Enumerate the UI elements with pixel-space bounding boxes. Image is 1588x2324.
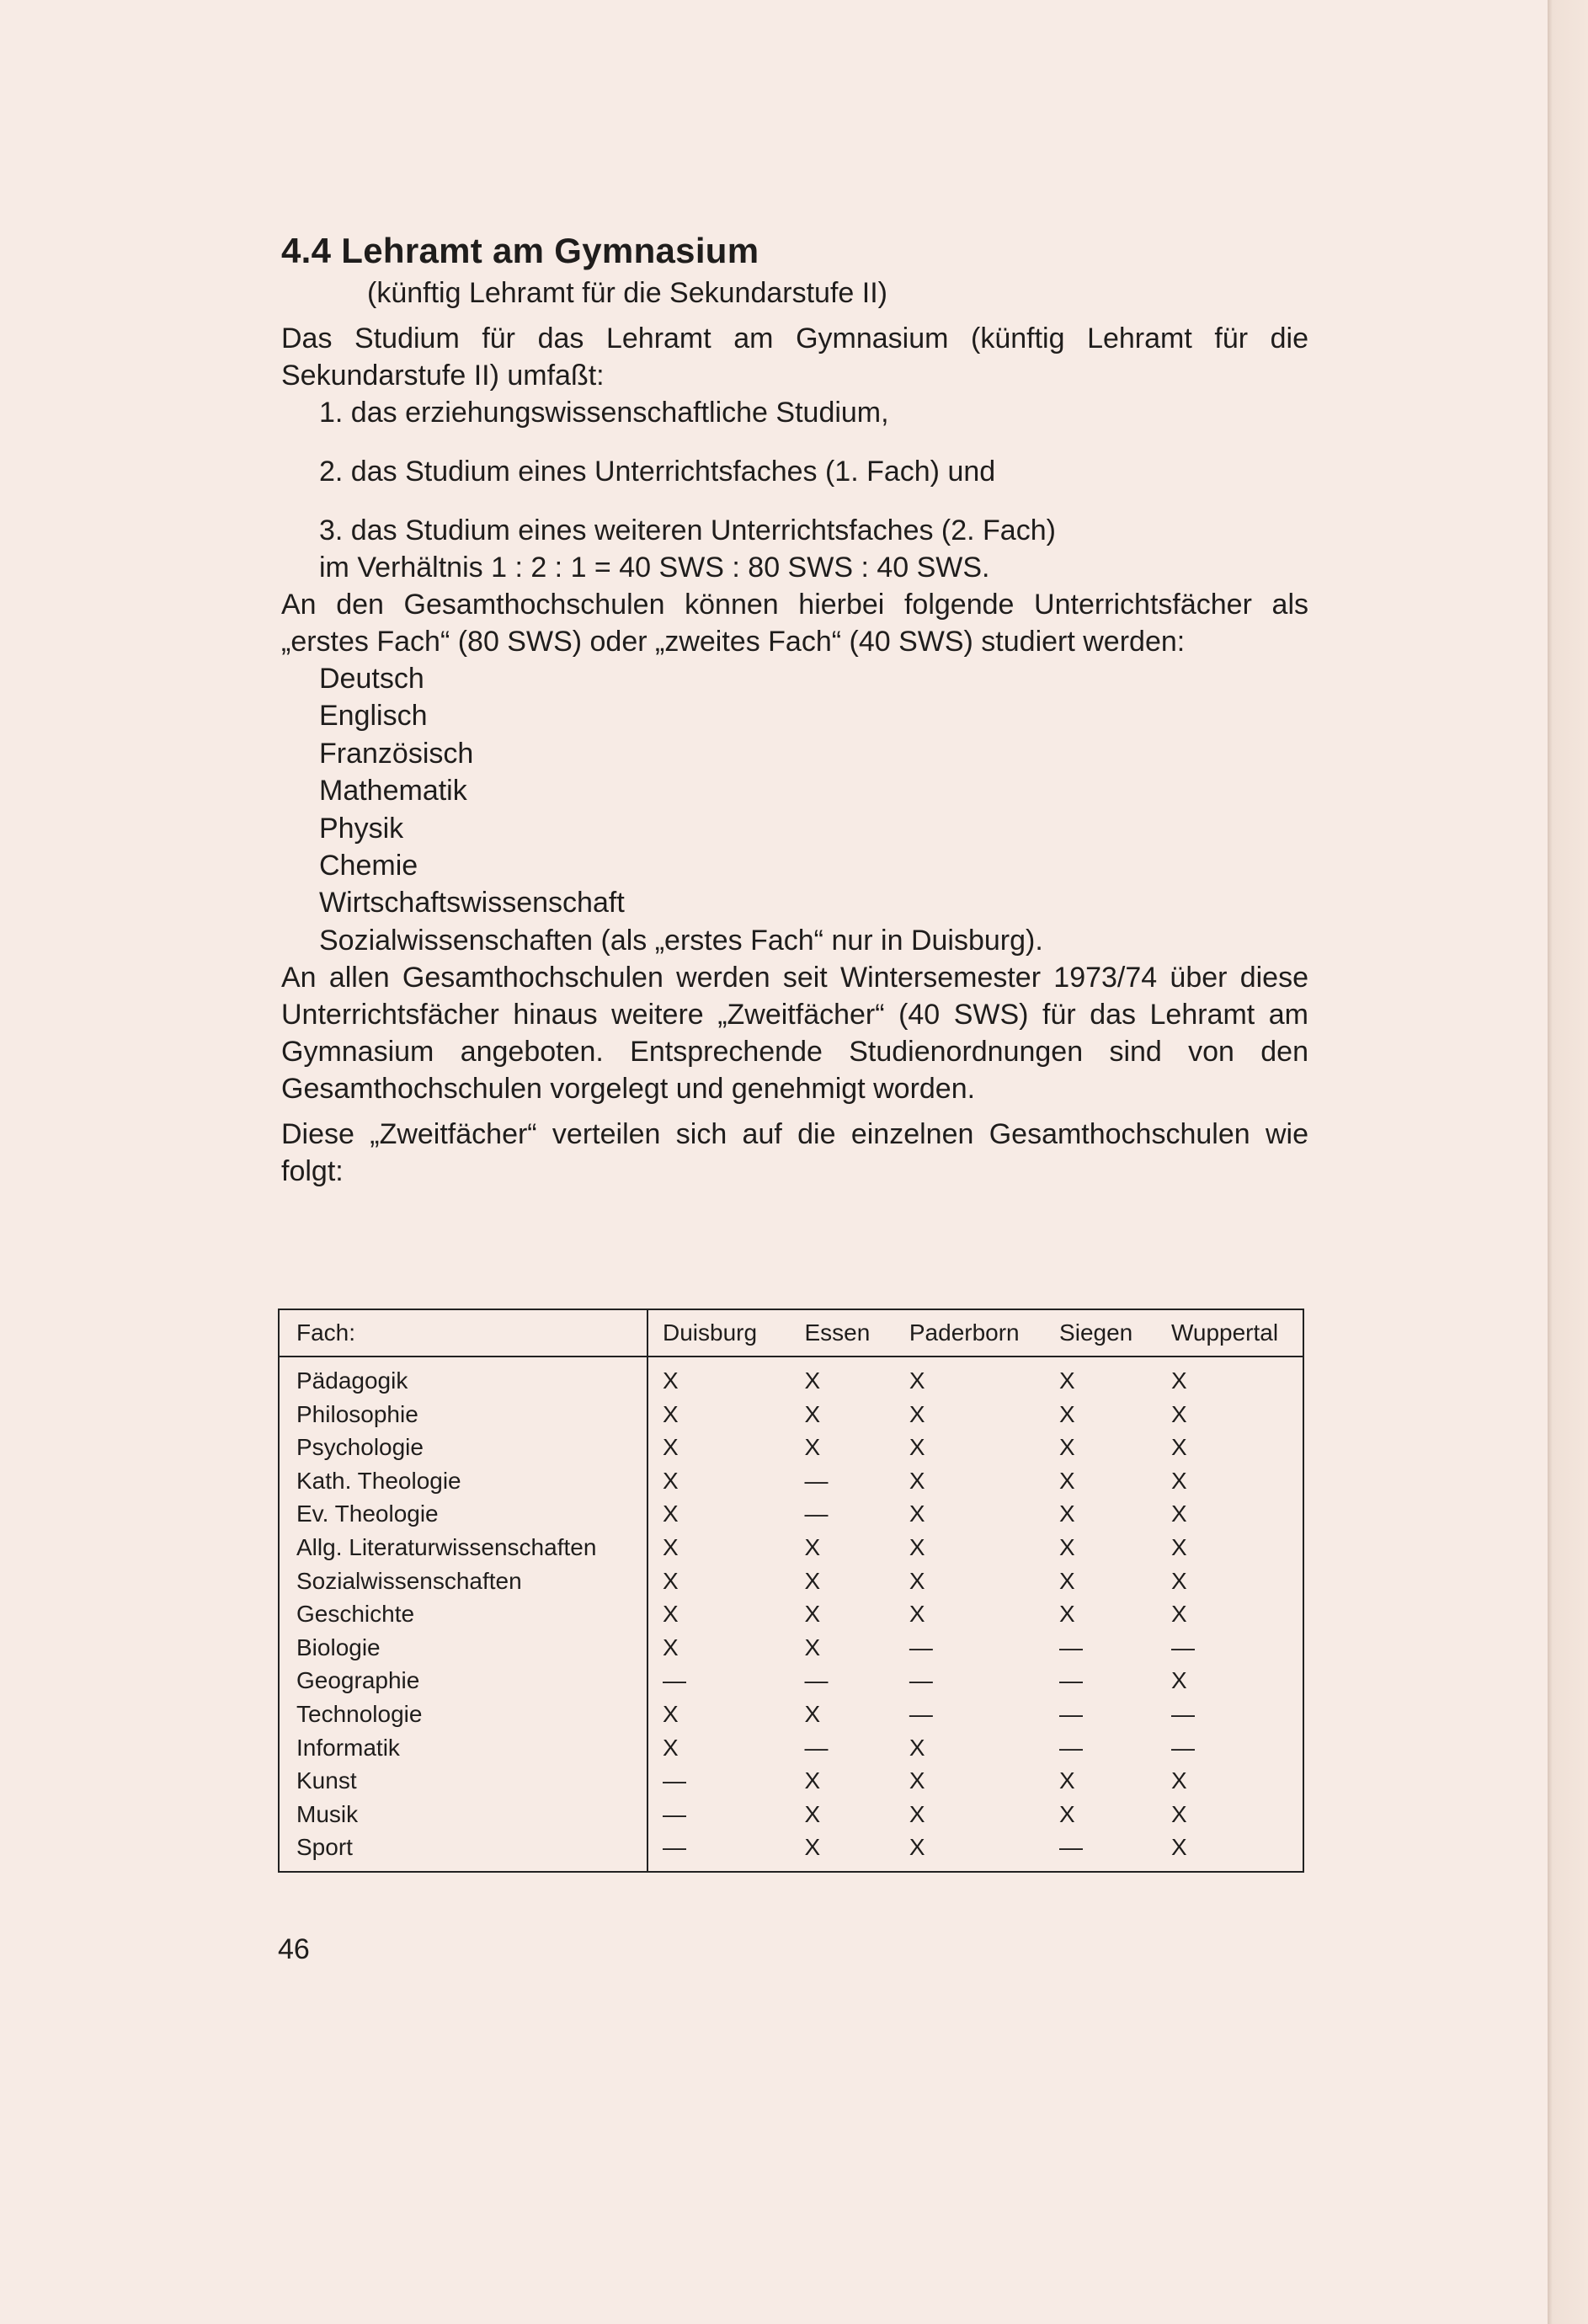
table-cell-mark: X <box>804 1767 821 1794</box>
table-cell-mark: X <box>804 1800 821 1827</box>
table-row <box>279 1564 1303 1598</box>
table-cell-fach: Allg. Literaturwissenschaften <box>279 1531 647 1564</box>
list-item: Wirtschaftswissenschaft <box>319 887 625 919</box>
table-cell-mark: — <box>804 1667 829 1694</box>
list-item: 3. das Studium eines weiteren Unterrichtsfaches (2. Fach) <box>319 514 1056 546</box>
table-row <box>279 1798 1303 1831</box>
table-cell-mark: X <box>804 1601 821 1628</box>
table-cell-mark: X <box>909 1734 925 1761</box>
table-cell-mark: X <box>663 1500 679 1527</box>
distribution-intro-paragraph: Diese „Zweitfächer“ verteilen sich auf die einzelnen Gesamthochschulen wie folgt: <box>281 1118 1308 1188</box>
table-cell-mark: X <box>1059 1601 1075 1628</box>
table-cell-mark: X <box>909 1800 925 1827</box>
table-cell-mark: — <box>1059 1734 1084 1761</box>
page-number: 46 <box>278 1933 310 1965</box>
subjects-intro-paragraph: An den Gesamthochschulen können hierbei folgende Unterrichtsfächer als „erstes Fach“ (80 SWS) oder „zweites Fach“ (40 SWS) studiert werden: <box>281 589 1308 658</box>
table-cell-mark: X <box>663 1700 679 1727</box>
table-row <box>279 1398 1303 1431</box>
list-item: Französisch <box>319 737 474 770</box>
table-cell-mark: — <box>663 1834 686 1861</box>
table-row <box>279 1464 1303 1498</box>
table-cell-fach: Musik <box>279 1798 647 1831</box>
table-cell-mark: — <box>1170 1634 1195 1660</box>
table-cell-mark: X <box>909 1400 925 1427</box>
table-cell-mark: X <box>804 1434 821 1461</box>
table-cell-mark: X <box>1170 1667 1187 1694</box>
table-cell-mark: X <box>1059 1567 1075 1594</box>
table-cell-fach: Kath. Theologie <box>279 1464 647 1498</box>
table-cell-mark: — <box>1059 1700 1084 1727</box>
table-cell-fach: Sozialwissenschaften <box>279 1564 647 1598</box>
table-cell-mark: X <box>1170 1767 1187 1794</box>
list-item: Sozialwissenschaften (als „erstes Fach“ nur in Duisburg). <box>319 924 1043 957</box>
table-row <box>279 1764 1303 1798</box>
table-header-row <box>279 1309 1303 1357</box>
table-cell-mark: X <box>663 1467 679 1494</box>
table-cell-mark: — <box>1170 1734 1195 1761</box>
table-cell-mark: X <box>1170 1467 1187 1494</box>
document-body <box>281 227 1308 1190</box>
table-cell-mark: X <box>1170 1400 1187 1427</box>
table-cell-mark: X <box>909 1367 925 1394</box>
table-cell-fach: Sport <box>279 1831 647 1872</box>
table-row <box>279 1597 1303 1631</box>
table-cell-mark: X <box>1059 1367 1075 1394</box>
table-cell-mark: X <box>663 1634 679 1660</box>
list-item: Physik <box>319 812 404 845</box>
page-edge <box>1548 0 1588 2324</box>
table-cell-mark: — <box>1059 1834 1084 1861</box>
table-row <box>279 1357 1303 1398</box>
section-heading: 4.4 Lehramt am Gymnasium <box>281 231 759 270</box>
column-header: Siegen <box>1044 1309 1149 1357</box>
table-cell-mark: — <box>804 1500 829 1527</box>
table-cell-mark: X <box>804 1834 821 1861</box>
table-cell-mark: X <box>804 1367 821 1394</box>
table-cell-mark: X <box>804 1700 821 1727</box>
table-cell-mark: X <box>909 1834 925 1861</box>
table-cell-mark: X <box>1059 1467 1075 1494</box>
table-row <box>279 1631 1303 1665</box>
table-cell-mark: X <box>1059 1533 1075 1560</box>
table-cell-mark: X <box>663 1533 679 1560</box>
table-cell-mark: — <box>1170 1700 1195 1727</box>
table-cell-fach: Informatik <box>279 1731 647 1765</box>
list-item: 2. das Studium eines Unterrichtsfaches (1. Fach) und <box>319 456 996 488</box>
table-cell-mark: X <box>804 1533 821 1560</box>
table-cell-fach: Geographie <box>279 1664 647 1698</box>
table-cell-fach: Technologie <box>279 1698 647 1731</box>
table-cell-mark: X <box>1059 1400 1075 1427</box>
table-cell-mark: X <box>663 1400 679 1427</box>
table-cell-mark: X <box>1170 1834 1187 1861</box>
table-cell-mark: X <box>663 1434 679 1461</box>
table-cell-mark: X <box>1170 1500 1187 1527</box>
intro-paragraph: Das Studium für das Lehramt am Gymnasium (künftig Lehramt für die Sekundarstufe II) umfaßt: <box>281 322 1308 392</box>
column-header-fach: Fach: <box>279 1309 647 1357</box>
table-cell-mark: X <box>909 1567 925 1594</box>
table-cell-mark: X <box>1170 1533 1187 1560</box>
table-cell-mark: — <box>1059 1667 1084 1694</box>
table-cell-mark: X <box>663 1601 679 1628</box>
table-cell-mark: X <box>1170 1367 1187 1394</box>
table-cell-mark: X <box>804 1567 821 1594</box>
table-cell-fach: Pädagogik <box>279 1357 647 1398</box>
table-cell-mark: X <box>909 1467 925 1494</box>
section-subheading: (künftig Lehramt für die Sekundarstufe II) <box>367 277 887 309</box>
table-cell-mark: X <box>663 1367 679 1394</box>
table-cell-mark: X <box>909 1500 925 1527</box>
table-row <box>279 1731 1303 1765</box>
table-row <box>279 1497 1303 1531</box>
table-cell-mark: X <box>663 1734 679 1761</box>
column-header: Essen <box>777 1309 887 1357</box>
table-cell-mark: X <box>1059 1800 1075 1827</box>
table-cell-mark: X <box>909 1767 925 1794</box>
table-cell-mark: X <box>909 1434 925 1461</box>
table-cell-mark: X <box>663 1567 679 1594</box>
list-item: 1. das erziehungswissenschaftliche Studium, <box>319 397 889 429</box>
table-cell-mark: X <box>1059 1767 1075 1794</box>
table-cell-mark: — <box>909 1634 933 1660</box>
table-cell-mark: X <box>909 1601 925 1628</box>
table-cell-mark: — <box>663 1767 686 1794</box>
table-cell-fach: Geschichte <box>279 1597 647 1631</box>
table-cell-mark: X <box>804 1634 821 1660</box>
table-cell-fach: Ev. Theologie <box>279 1497 647 1531</box>
column-header: Wuppertal <box>1149 1309 1303 1357</box>
subjects-list <box>281 660 1308 959</box>
table-row <box>279 1698 1303 1731</box>
table-cell-mark: — <box>804 1467 829 1494</box>
table-cell-mark: X <box>1059 1434 1075 1461</box>
table-cell-mark: X <box>1170 1800 1187 1827</box>
table-cell-mark: — <box>804 1734 829 1761</box>
table-cell-mark: — <box>663 1667 686 1694</box>
table-cell-mark: — <box>909 1700 933 1727</box>
table-cell-fach: Kunst <box>279 1764 647 1798</box>
column-header: Paderborn <box>887 1309 1044 1357</box>
zweitfaecher-paragraph: An allen Gesamthochschulen werden seit Wintersemester 1973/74 über diese Unterrichtsfächer hinaus weitere „Zweitfächer“ (40 SWS) für das Lehramt am Gymnasium angeboten. Entsprechende Studienordnungen sind von den Gesamthochschulen vorgelegt und genehmigt worden. <box>281 962 1308 1106</box>
table-cell-mark: — <box>663 1800 686 1827</box>
column-header: Duisburg <box>647 1309 777 1357</box>
table-row <box>279 1664 1303 1698</box>
table-cell-mark: X <box>1059 1500 1075 1527</box>
list-item: Mathematik <box>319 775 467 808</box>
table-cell-fach: Philosophie <box>279 1398 647 1431</box>
components-list <box>281 394 1308 549</box>
table-cell-fach: Biologie <box>279 1631 647 1665</box>
list-item: Deutsch <box>319 663 424 695</box>
zweitfaecher-table <box>278 1309 1304 1873</box>
ratio-line: im Verhältnis 1 : 2 : 1 = 40 SWS : 80 SWS : 40 SWS. <box>319 552 990 584</box>
table-row <box>279 1831 1303 1872</box>
table-cell-mark: X <box>909 1533 925 1560</box>
table-body <box>279 1357 1303 1872</box>
table-cell-mark: — <box>909 1667 933 1694</box>
table-cell-mark: X <box>1170 1434 1187 1461</box>
table-row <box>279 1431 1303 1464</box>
table-cell-fach: Psychologie <box>279 1431 647 1464</box>
list-item: Englisch <box>319 700 428 733</box>
table-cell-mark: X <box>804 1400 821 1427</box>
table-cell-mark: — <box>1059 1634 1084 1660</box>
table-cell-mark: X <box>1170 1567 1187 1594</box>
list-item: Chemie <box>319 850 418 882</box>
table-cell-mark: X <box>1170 1601 1187 1628</box>
table-row <box>279 1531 1303 1564</box>
